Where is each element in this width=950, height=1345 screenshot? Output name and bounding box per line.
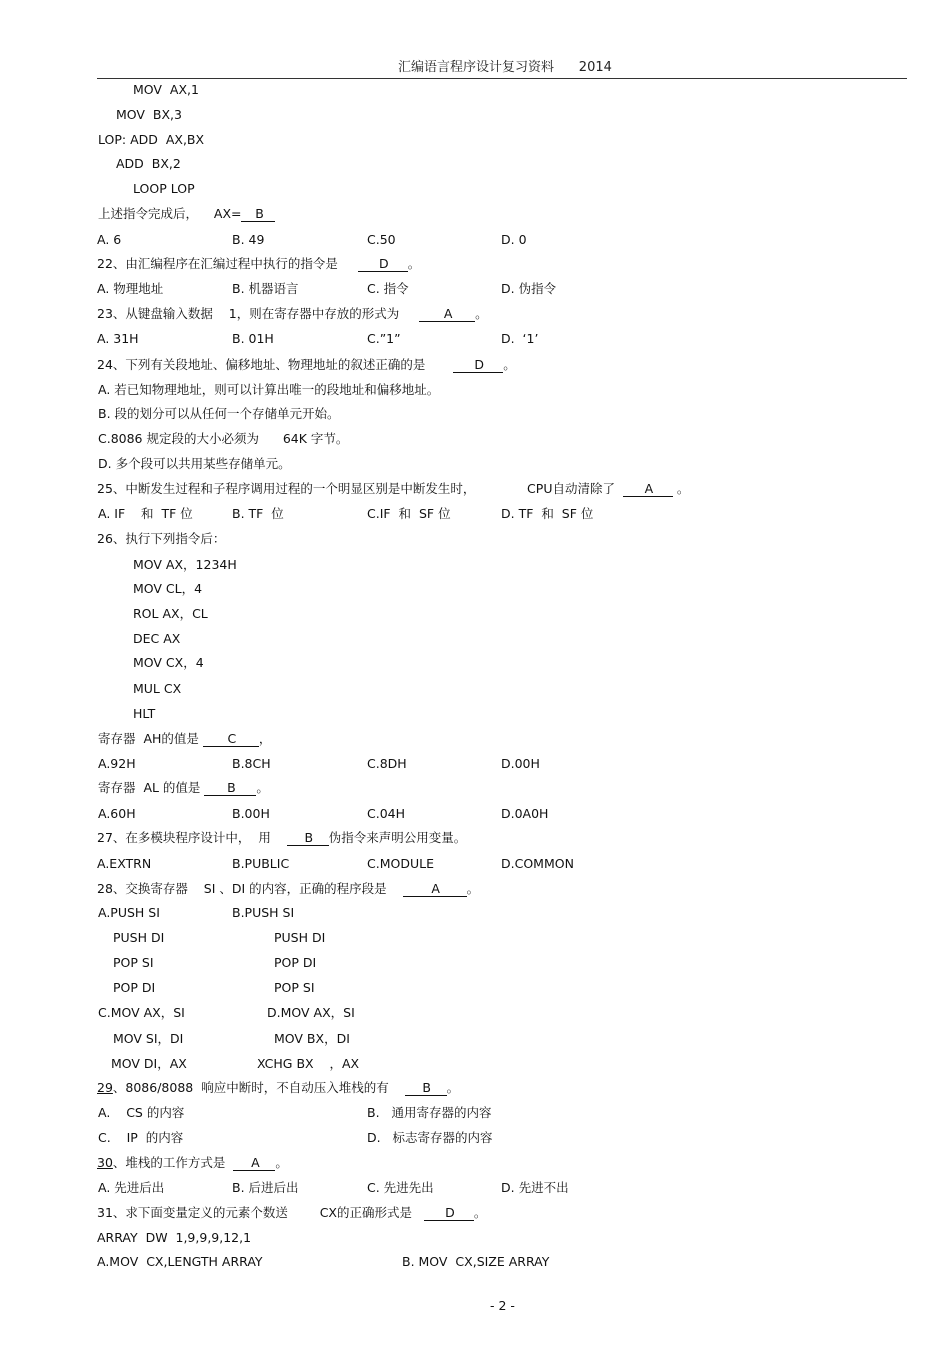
option: A. IF 和 TF 位 <box>98 506 193 521</box>
option: C.MODULE <box>367 856 434 871</box>
option: D.00H <box>501 756 540 771</box>
question-22-stem: 22、由汇编程序在汇编过程中执行的指令是 D 。 <box>97 256 421 271</box>
question-30-stem: 30、堆栈的工作方式是 A 。 <box>97 1155 288 1170</box>
option: B. 段的划分可以从任何一个存储单元开始。 <box>98 406 340 421</box>
code-line: MUL CX <box>133 681 182 696</box>
option: C.MOV AX，SI <box>98 1005 185 1020</box>
code-line: MOV BX,3 <box>116 107 182 122</box>
option: C.50 <box>367 232 396 247</box>
option: A. 物理地址 <box>97 281 164 296</box>
question-26-al: 寄存器 AL 的值是 B 。 <box>98 780 269 795</box>
option: C.8DH <box>367 756 407 771</box>
code-line: POP DI <box>274 955 317 970</box>
option: A. CS 的内容 <box>98 1105 185 1120</box>
answer-blank: B <box>287 831 329 846</box>
answer-blank: A <box>419 307 475 322</box>
option: B. 通用寄存器的内容 <box>367 1105 492 1120</box>
question-27-stem: 27、在多模块程序设计中， 用 B 伪指令来声明公用变量。 <box>97 830 467 845</box>
option: D.MOV AX，SI <box>267 1005 355 1020</box>
code-line: XCHG BX ，AX <box>257 1056 360 1071</box>
option: D.COMMON <box>501 856 574 871</box>
option: D. 伪指令 <box>501 281 557 296</box>
header-title: 汇编语言程序设计复习资料 2014 <box>398 60 612 75</box>
question-26-ah: 寄存器 AH的值是 C ， <box>98 731 272 746</box>
option: A. 31H <box>97 331 139 346</box>
option: A. 若已知物理地址，则可以计算出唯一的段地址和偏移地址。 <box>98 382 440 397</box>
option: D. 0 <box>501 232 527 247</box>
code-line: MOV CX，4 <box>133 655 204 670</box>
question-29-stem: 29、8086/8088 响应中断时，不自动压入堆栈的有 B 。 <box>97 1080 460 1095</box>
option: B. 01H <box>232 331 274 346</box>
code-line: POP SI <box>274 980 315 995</box>
page-number: - 2 - <box>490 1298 515 1313</box>
code-line: LOP: ADD AX,BX <box>98 132 205 147</box>
option: D. 标志寄存器的内容 <box>367 1130 493 1145</box>
question-31-stem: 31、求下面变量定义的元素个数送 CX的正确形式是 D 。 <box>97 1205 487 1220</box>
question-24-stem: 24、下列有关段地址、偏移地址、物理地址的叙述正确的是 D 。 <box>97 357 516 372</box>
option: D. 多个段可以共用某些存储单元。 <box>98 456 291 471</box>
code-line: ROL AX，CL <box>133 606 208 621</box>
question-26-stem: 26、执行下列指令后： <box>97 531 226 546</box>
code-line: ARRAY DW 1,9,9,9,12,1 <box>97 1230 252 1245</box>
option: B.00H <box>232 806 270 821</box>
option: B. TF 位 <box>232 506 284 521</box>
code-line: MOV AX,1 <box>133 82 199 97</box>
answer-blank: A <box>403 882 467 897</box>
answer-blank: B <box>241 207 275 222</box>
answer-blank: D <box>453 358 503 373</box>
option: D. 先进不出 <box>501 1180 569 1195</box>
option: B.PUBLIC <box>232 856 290 871</box>
option: D.0A0H <box>501 806 549 821</box>
option: B. 机器语言 <box>232 281 299 296</box>
option: D. TF 和 SF 位 <box>501 506 594 521</box>
option: C.IF 和 SF 位 <box>367 506 451 521</box>
code-line: PUSH DI <box>113 930 165 945</box>
option: A.MOV CX,LENGTH ARRAY <box>97 1254 263 1269</box>
code-line: MOV AX，1234H <box>133 557 237 572</box>
question-28-stem: 28、交换寄存器 SI 、DI 的内容，正确的程序段是 A 。 <box>97 881 480 896</box>
code-line: MOV BX，DI <box>274 1031 350 1046</box>
code-line: PUSH DI <box>274 930 326 945</box>
code-line: MOV SI，DI <box>113 1031 184 1046</box>
option: B.PUSH SI <box>232 905 295 920</box>
option: A. 先进后出 <box>98 1180 165 1195</box>
answer-blank: A <box>233 1156 275 1171</box>
option: C.8086 规定段的大小必须为 64K 字节。 <box>98 431 349 446</box>
code-line: MOV DI，AX <box>111 1056 187 1071</box>
code-line: LOOP LOP <box>133 181 195 196</box>
option: C. 指令 <box>367 281 409 296</box>
answer-blank: D <box>424 1206 474 1221</box>
option: A.60H <box>98 806 136 821</box>
option: C. IP 的内容 <box>98 1130 184 1145</box>
question-25-stem: 25、中断发生过程和子程序调用过程的一个明显区别是中断发生时， CPU自动清除了 A 。 <box>97 481 690 496</box>
code-line: POP SI <box>113 955 154 970</box>
option: B.8CH <box>232 756 271 771</box>
question-21-stem: 上述指令完成后， AX= B <box>98 206 275 222</box>
answer-blank: B <box>405 1081 447 1096</box>
option: C. 先进先出 <box>367 1180 434 1195</box>
code-line: ADD BX,2 <box>116 156 181 171</box>
option: C.”1” <box>367 331 401 346</box>
answer-blank: D <box>358 257 408 272</box>
option: A.EXTRN <box>97 856 152 871</box>
code-line: DEC AX <box>133 631 181 646</box>
option: D. ‘1’ <box>501 331 539 346</box>
option: A.92H <box>98 756 136 771</box>
answer-blank: C <box>203 732 259 747</box>
code-line: POP DI <box>113 980 156 995</box>
question-23-stem: 23、从键盘输入数据 1，则在寄存器中存放的形式为 A 。 <box>97 306 488 321</box>
code-line: MOV CL，4 <box>133 581 203 596</box>
header-divider <box>97 78 907 79</box>
option: B. 后进后出 <box>232 1180 299 1195</box>
answer-blank: A <box>623 482 673 497</box>
answer-blank: B <box>204 781 256 796</box>
option: A. 6 <box>97 232 122 247</box>
code-line: HLT <box>133 706 156 721</box>
option: B. MOV CX,SIZE ARRAY <box>402 1254 550 1269</box>
option: A.PUSH SI <box>98 905 160 920</box>
option: C.04H <box>367 806 406 821</box>
option: B. 49 <box>232 232 265 247</box>
